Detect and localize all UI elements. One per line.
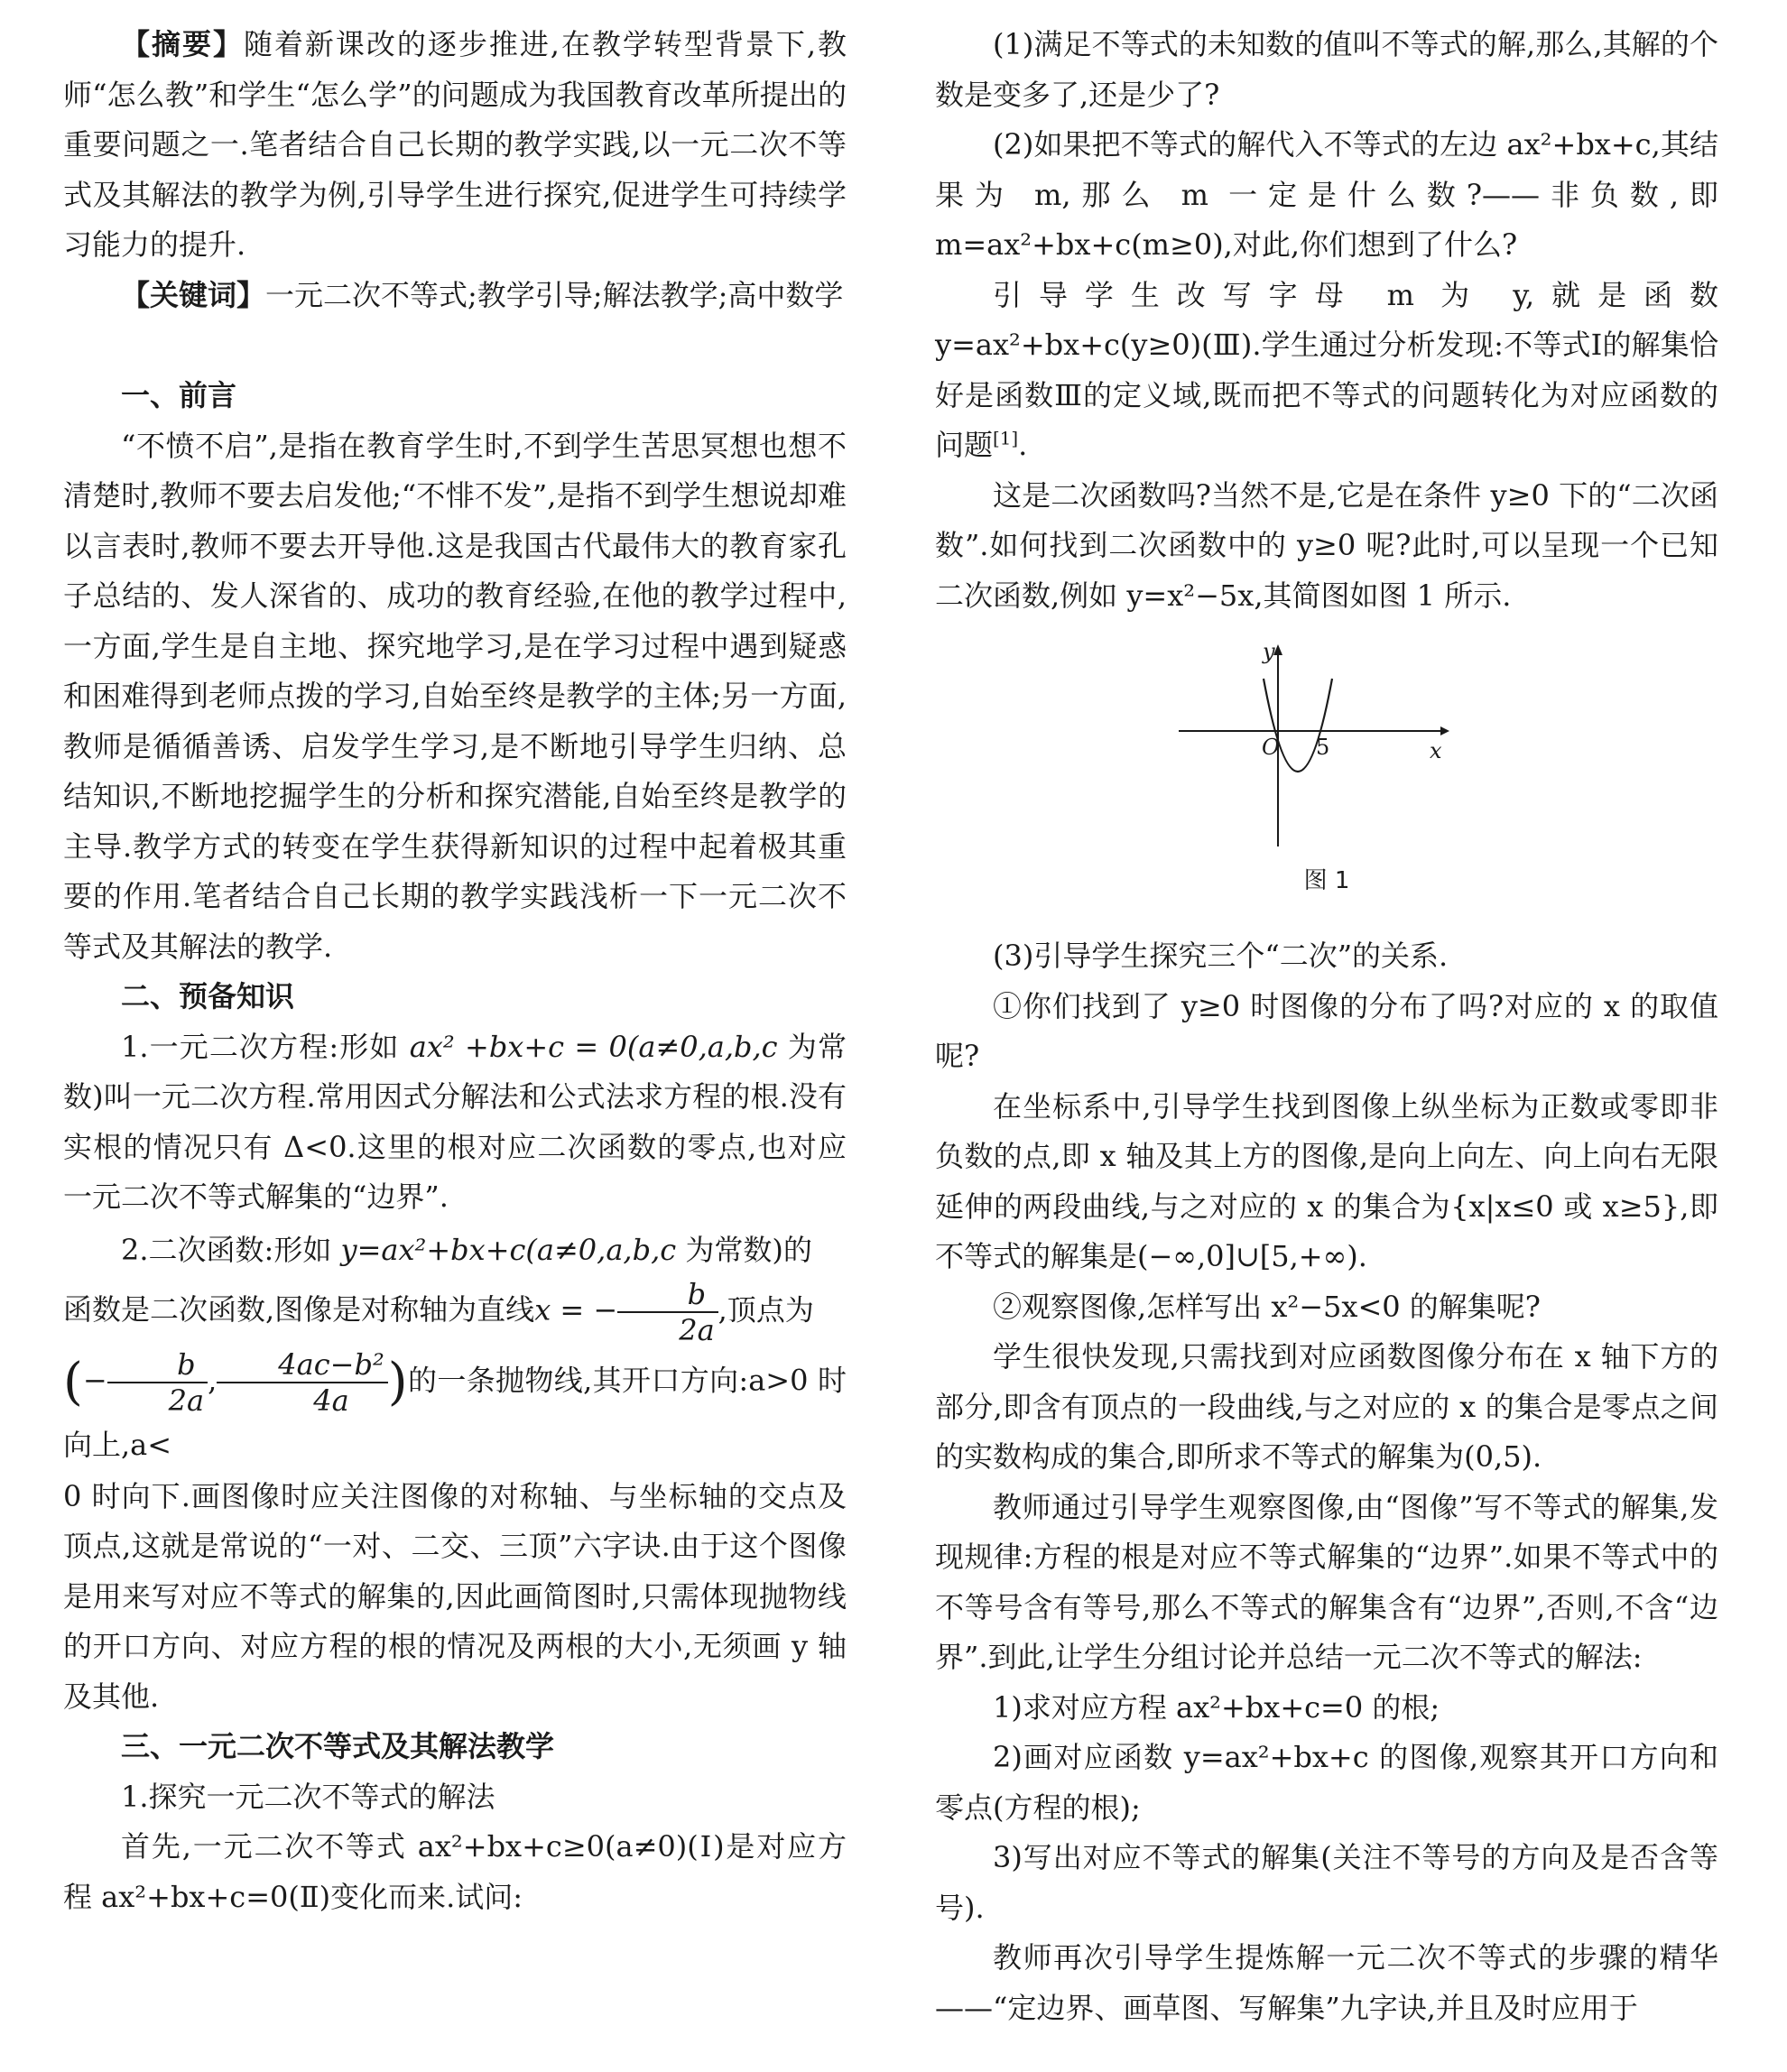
question-3-2: ②观察图像,怎样写出 x²−5x<0 的解集呢? bbox=[993, 1289, 1541, 1324]
equation-inline: ax² +bx+c = 0(a≠0,a,b,c bbox=[409, 1029, 778, 1064]
figure-1 bbox=[935, 641, 1718, 857]
question-2: (2)如果把不等式的解代入不等式的左边 ax²+bx+c,其结果为 m,那么 m 一定是什么数?——非负数,即 m=ax²+bx+c(m≥0),对此,你们想到了什么? bbox=[935, 127, 1718, 262]
text-run: 2.二次函数:形如 bbox=[121, 1232, 341, 1267]
x-axis-arrow bbox=[1440, 726, 1449, 735]
fraction-denominator: 2a bbox=[168, 1383, 205, 1418]
keywords-paragraph bbox=[63, 271, 847, 321]
fraction-numerator: b bbox=[107, 1347, 208, 1383]
fraction-denominator: 4a bbox=[313, 1383, 349, 1418]
right-paren: ) bbox=[387, 1352, 408, 1411]
abstract-paragraph bbox=[63, 20, 847, 271]
question-3: (3)引导学生探究三个“二次”的关系. bbox=[993, 939, 1449, 973]
paragraph-summary: 教师再次引导学生提炼解一元二次不等式的步骤的精华——“定边界、画草图、写解集”九字诀,并且及时应用于 bbox=[935, 1940, 1718, 2025]
paragraph-rule: 教师通过引导学生观察图像,由“图像”写不等式的解集,发现规律:方程的根是对应不等式解集的“边界”.如果不等式中的不等号含有等号,那么不等式的解集含有“边界”,否则,不含“边界”.到此,让学生分组讨论并总结一元二次不等式的解法: bbox=[935, 1489, 1718, 1674]
section-3-heading: 三、一元二次不等式及其解法教学 bbox=[121, 1729, 555, 1763]
fraction-vertex-x bbox=[107, 1347, 208, 1418]
section-1-paragraph: “不愤不启”,是指在教育学生时,不到学生苦思冥想也想不清楚时,教师不要去启发他;“不悱不发”,是指不到学生想说却难以言表时,教师不要去开导他.这是我国古代最伟大的教育家孔子总结的、发人深省的、成功的教育经验,在他的教学过程中,一方面,学生是自主地、探究地学习,是在学习过程中遇到疑惑和困难得到老师点拨的学习,自始至终是教学的主体;另一方面,教师是循循善诱、启发学生学习,是不断地引导学生归纳、总结知识,不断地挖掘学生的分析和探究潜能,自始至终是教学的主导.教学方式的转变在学生获得新知识的过程中起着极其重要的作用.笔者结合自己长期的教学实践浅析一下一元二次不等式及其解法的教学. bbox=[63, 428, 847, 964]
x-axis-label: x bbox=[1430, 738, 1442, 763]
keywords-text: 一元二次不等式;教学引导;解法教学;高中数学 bbox=[265, 277, 844, 312]
fraction-numerator: 4ac−b² bbox=[217, 1347, 387, 1383]
subsection-heading: 1.探究一元二次不等式的解法 bbox=[121, 1779, 495, 1814]
figure-caption: 图 1 bbox=[1303, 867, 1350, 894]
question-3-1: ①你们找到了 y≥0 时图像的分布了吗?对应的 x 的取值呢? bbox=[935, 988, 1718, 1073]
parabola-graph bbox=[1179, 641, 1486, 857]
fraction-denominator: 2a bbox=[679, 1312, 715, 1347]
question-1: (1)满足不等式的未知数的值叫不等式的解,那么,其解的个数是变多了,还是少了? bbox=[935, 27, 1718, 112]
step-2: 2)画对应函数 y=ax²+bx+c 的图像,观察其开口方向和零点(方程的根); bbox=[935, 1740, 1718, 1825]
spacer bbox=[63, 320, 847, 371]
text-run: 为常数)叫一元二次方程.常用因式分解法和公式法求方程的根.没有实根的情况只有 Δ<0.这里的根对应二次函数的零点,也对应一元二次不等式解集的“边界”. bbox=[63, 1029, 847, 1214]
paragraph-negative: 学生很快发现,只需找到对应函数图像分布在 x 轴下方的部分,即含有顶点的一段曲线,与之对应的 x 的集合是零点之间的实数构成的集合,即所求不等式的解集为(0,5). bbox=[935, 1339, 1718, 1474]
right-column bbox=[935, 20, 1718, 2033]
section-2-heading: 二、预备知识 bbox=[121, 979, 295, 1013]
fraction-vertex-y bbox=[217, 1347, 387, 1418]
axis-expression: x = − bbox=[534, 1292, 618, 1327]
section-1-heading: 一、前言 bbox=[121, 378, 237, 412]
section-3-paragraph: 首先,一元二次不等式 ax²+bx+c≥0(a≠0)(Ⅰ)是对应方程 ax²+bx+c=0(Ⅱ)变化而来.试问: bbox=[63, 1829, 847, 1914]
text-run: . bbox=[1018, 428, 1028, 462]
left-column bbox=[63, 20, 847, 1922]
step-3: 3)写出对应不等式的解集(关注不等号的方向及是否含等号). bbox=[935, 1840, 1718, 1925]
keywords-label: 【关键词】 bbox=[121, 277, 266, 312]
fraction-b-over-2a bbox=[617, 1277, 718, 1347]
paragraph-function-iii bbox=[935, 271, 1718, 471]
citation: [1] bbox=[993, 428, 1019, 449]
fraction-numerator: b bbox=[617, 1277, 718, 1313]
quadratic-function-paragraph bbox=[63, 1223, 847, 1472]
step-1: 1)求对应方程 ax²+bx+c=0 的根; bbox=[993, 1689, 1440, 1725]
text-run: 函数是二次函数,图像是对称轴为直线 bbox=[63, 1292, 535, 1327]
origin-label: O bbox=[1262, 735, 1280, 760]
quadratic-equation-paragraph bbox=[63, 1022, 847, 1223]
y-axis-label: y bbox=[1263, 641, 1275, 664]
text-run: ,顶点为 bbox=[718, 1292, 814, 1327]
left-paren: ( bbox=[63, 1352, 83, 1411]
comma: , bbox=[208, 1363, 218, 1397]
function-inline: y=ax²+bx+c(a≠0,a,b,c bbox=[340, 1232, 677, 1267]
text-run: 的一条抛物线,其开口方向:a>0 时向上,a< bbox=[63, 1363, 847, 1462]
minus-sign: − bbox=[82, 1363, 107, 1397]
quadratic-function-paragraph-cont: 0 时向下.画图像时应关注图像的对称轴、与坐标轴的交点及顶点,这就是常说的“一对、二交、三顶”六字诀.由于这个图像是用来写对应不等式的解集的,因此画简图时,只需体现抛物线的开口方向、对应方程的根的情况及两根的大小,无须画 y 轴及其他. bbox=[63, 1478, 847, 1714]
paragraph-nonnegative: 在坐标系中,引导学生找到图像上纵坐标为正数或零即非负数的点,即 x 轴及其上方的图像,是向上向左、向上向右无限延伸的两段曲线,与之对应的 x 的集合为{x|x≤0 或 x≥5},即不等式的解集是(−∞,0]∪[5,+∞). bbox=[935, 1088, 1718, 1273]
text-run: 为常数)的 bbox=[676, 1232, 812, 1267]
abstract-text: 随着新课改的逐步推进,在教学转型背景下,教师“怎么教”和学生“怎么学”的问题成为我国教育改革所提出的重要问题之一.笔者结合自己长期的教学实践,以一元二次不等式及其解法的教学为例,引导学生进行探究,促进学生可持续学习能力的提升. bbox=[63, 27, 847, 262]
abstract-label: 【摘要】 bbox=[121, 27, 244, 61]
text-run: 引导学生改写字母 m 为 y,就是函数 y=ax²+bx+c(y≥0)(Ⅲ).学生通过分析发现:不等式Ⅰ的解集恰好是函数Ⅲ的定义域,既而把不等式的问题转化为对应函数的问题 bbox=[935, 277, 1718, 462]
paragraph-example-function: 这是二次函数吗?当然不是,它是在条件 y≥0 下的“二次函数”.如何找到二次函数中的 y≥0 呢?此时,可以呈现一个已知二次函数,例如 y=x²−5x,其简图如图 1 所示. bbox=[935, 477, 1718, 613]
text-run: 1.一元二次方程:形如 bbox=[121, 1029, 410, 1064]
root-label: 5 bbox=[1316, 735, 1330, 760]
